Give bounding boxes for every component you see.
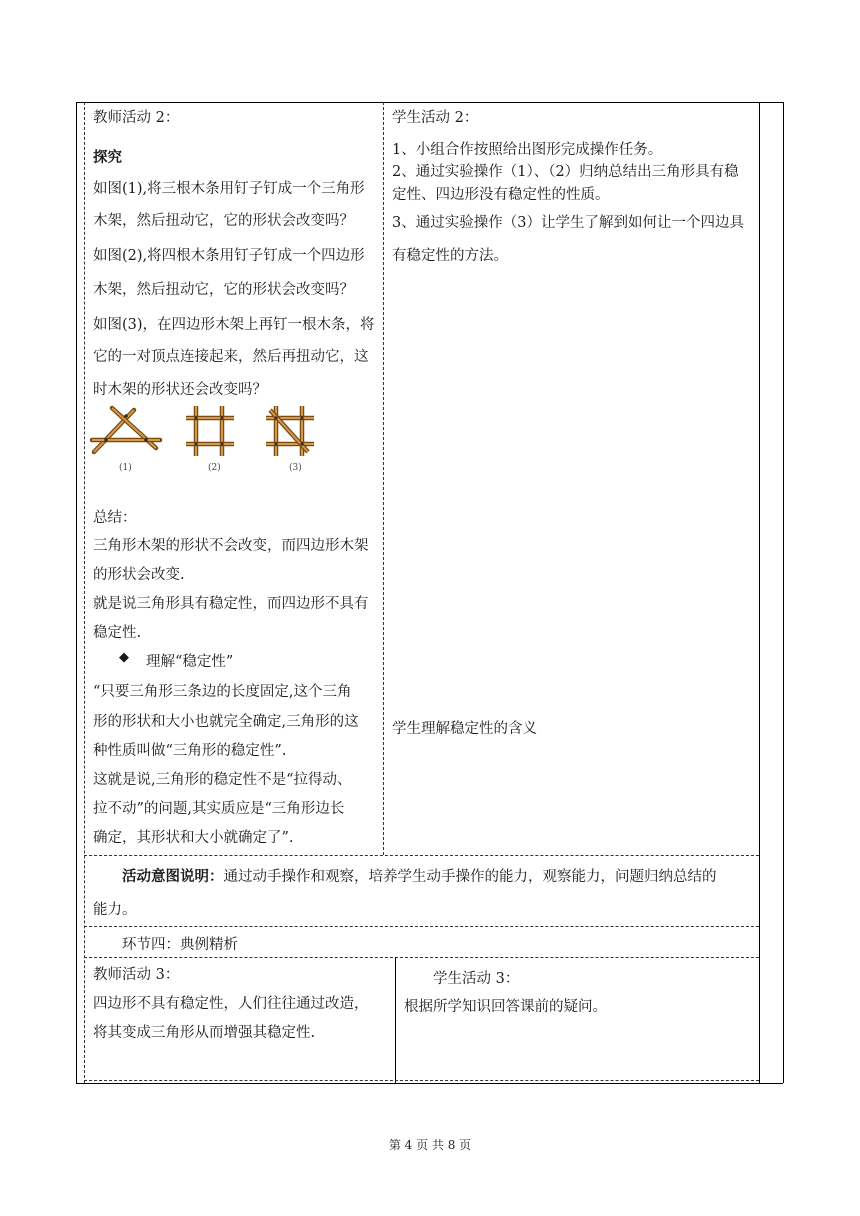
- summary-line: 三角形木架的形状不会改变，而四边形木架: [93, 538, 369, 554]
- bullet-text: 理解“稳定性”: [146, 654, 234, 670]
- section-4-title: 环节四：典例精析: [122, 937, 238, 953]
- student-activity-3-title: 学生活动 3：: [433, 971, 520, 987]
- diamond-bullet-icon: ◆: [119, 650, 129, 665]
- page-footer: 第 4 页 共 8 页: [388, 1138, 472, 1152]
- explore-line: 如图(2),将四根木条用钉子钉成一个四边形: [93, 248, 365, 264]
- quote-line: 形的形状和大小也就完全确定,三角形的这: [93, 714, 359, 730]
- student-understand-text: 学生理解稳定性的含义: [392, 721, 537, 737]
- summary-title: 总结：: [93, 510, 137, 526]
- intent-colon: ：: [209, 868, 224, 885]
- quote-line: 这就是说,三角形的稳定性不是“拉得动、: [93, 772, 352, 788]
- figure-2-label: (2): [208, 463, 221, 473]
- figure-3-label: (3): [289, 463, 302, 473]
- explore-line: 如图(1),将三根木条用钉子钉成一个三角形: [93, 181, 365, 197]
- intent-text-cont: 能力。: [93, 902, 137, 918]
- figure-1-label: (1): [119, 463, 132, 473]
- student-line: 定性、四边形没有稳定性的性质。: [392, 187, 610, 203]
- explore-line: 时木架的形状还会改变吗？: [93, 382, 267, 398]
- teacher-activity-3-line: 四边形不具有稳定性，人们往往通过改造，: [93, 996, 369, 1012]
- student-line: 1、小组合作按照给出图形完成操作任务。: [392, 142, 663, 158]
- teacher-activity-3-title: 教师活动 3：: [93, 967, 180, 983]
- quote-line: 拉不动”的问题,其实质应是“三角形边长: [93, 801, 345, 817]
- student-line: 2、通过实验操作（1）、（2）归纳总结出三角形具有稳: [392, 164, 739, 180]
- teacher-activity-2-title: 教师活动 2：: [93, 110, 180, 126]
- explore-line: 如图(3)，在四边形木架上再钉一根木条，将: [93, 317, 375, 333]
- quote-line: 种性质叫做“三角形的稳定性”.: [93, 743, 287, 759]
- teacher-activity-3-line: 将其变成三角形从而增强其稳定性.: [93, 1025, 316, 1041]
- student-activity-2-title: 学生活动 2：: [392, 110, 479, 126]
- intent-text: 通过动手操作和观察，培养学生动手操作的能力，观察能力，问题归纳总结的: [223, 869, 717, 885]
- summary-line: 的形状会改变.: [93, 567, 185, 583]
- explore-line: 木架，然后扭动它，它的形状会改变吗？: [93, 282, 354, 298]
- square-frame-icon: [186, 406, 234, 456]
- explore-line: 它的一对顶点连接起来，然后再扭动它，这: [93, 349, 369, 365]
- braced-frame-icon: [266, 406, 314, 456]
- summary-line: 稳定性.: [93, 625, 142, 641]
- quote-line: “只要三角形三条边的长度固定,这个三角: [93, 684, 352, 700]
- quote-line: 确定，其形状和大小就确定了”.: [93, 830, 294, 846]
- triangle-frame-icon: [92, 408, 160, 452]
- explore-line: 木架，然后扭动它，它的形状会改变吗？: [93, 213, 354, 229]
- student-activity-3-line: 根据所学知识回答课前的疑问。: [404, 999, 607, 1015]
- student-line: 3、通过实验操作（3）让学生了解到如何让一个四边具: [392, 215, 744, 231]
- intent-label: 活动意图说明: [122, 868, 209, 885]
- student-line: 有稳定性的方法。: [392, 248, 508, 264]
- summary-line: 就是说三角形具有稳定性，而四边形不具有: [93, 596, 369, 612]
- explore-heading: 探究: [93, 149, 122, 166]
